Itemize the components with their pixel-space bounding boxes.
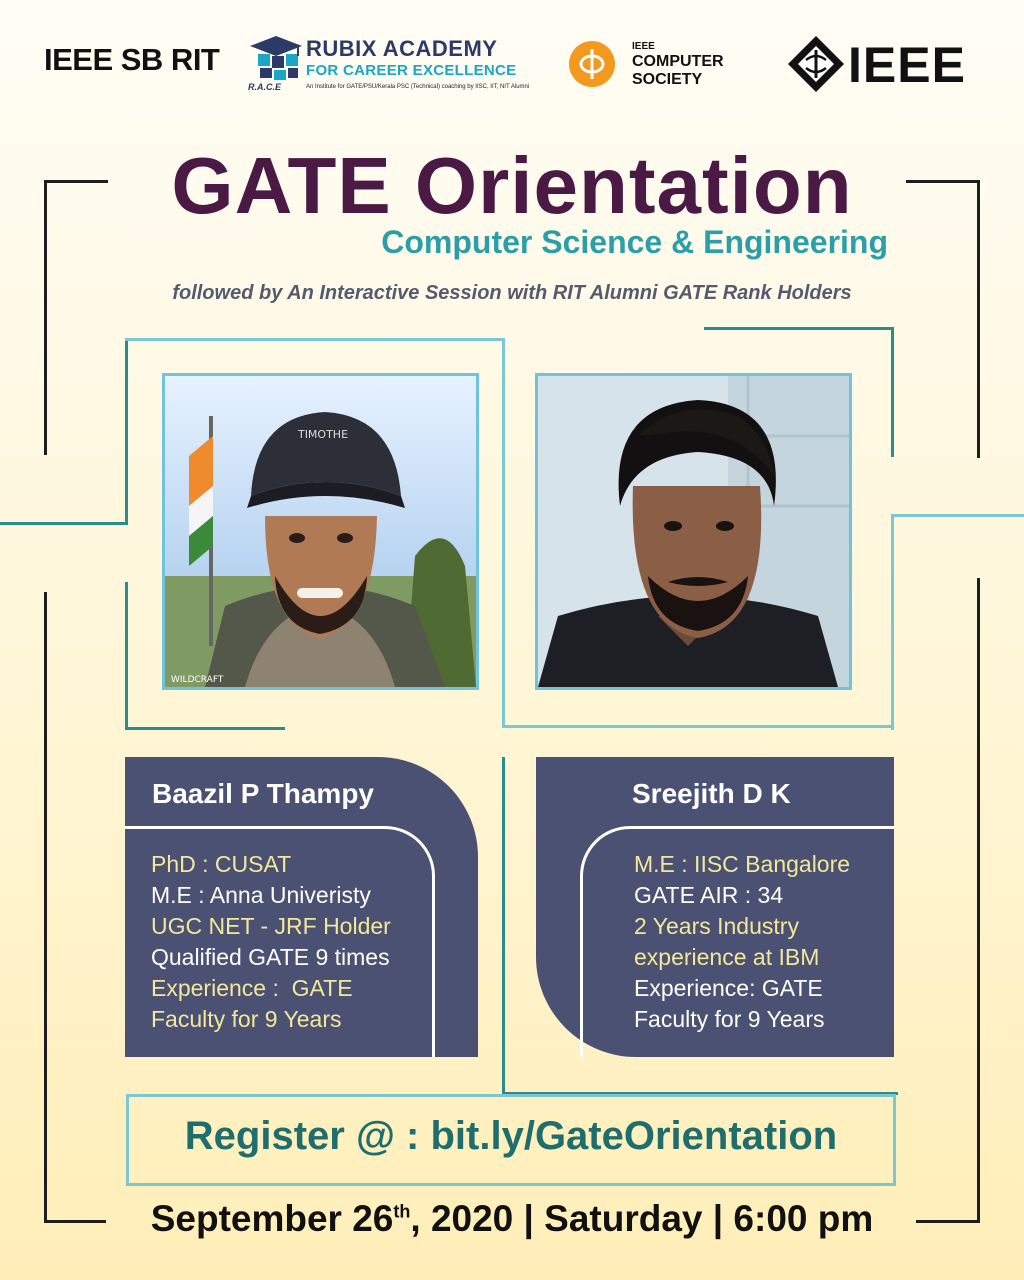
speaker-1-name: Baazil P Thampy — [152, 778, 375, 809]
speaker-2-name: Sreejith D K — [632, 778, 791, 809]
frame-line — [44, 592, 47, 1222]
frame-line — [0, 522, 128, 525]
graduation-cube-icon — [248, 34, 304, 84]
speaker-2-details — [634, 849, 850, 1035]
frame-line — [891, 514, 894, 730]
event-followed-by: followed by An Interactive Session with RIT Alumni GATE Rank Holders — [172, 282, 852, 304]
event-title: GATE Orientation — [171, 141, 853, 230]
speaker-2-detail: experience at IBM — [634, 944, 820, 970]
speaker-1-detail: UGC NET - JRF Holder — [151, 913, 391, 939]
event-date — [0, 1198, 1024, 1240]
ieee-diamond-icon — [786, 34, 846, 94]
rubix-academy-logo — [246, 34, 546, 98]
frame-line — [502, 338, 505, 728]
frame-line — [977, 578, 980, 1223]
jacket-text: WILDCRAFT — [171, 675, 224, 685]
rubix-subtitle: FOR CAREER EXCELLENCE — [306, 62, 517, 79]
frame-line — [906, 180, 980, 183]
speaker-1-detail: PhD : CUSAT — [151, 851, 292, 877]
frame-line — [125, 582, 128, 730]
phi-icon — [566, 38, 622, 94]
frame-line — [891, 327, 894, 457]
frame-line — [44, 180, 47, 455]
speaker-1-detail: Qualified GATE 9 times — [151, 944, 390, 970]
speaker-1-photo — [162, 373, 479, 690]
frame-line — [891, 514, 1024, 517]
speaker-2-detail: 2 Years Industry — [634, 913, 799, 939]
rubix-title: RUBIX ACADEMY — [306, 36, 498, 61]
speaker-1-details — [151, 849, 391, 1035]
speaker-2-detail: GATE AIR : 34 — [634, 882, 784, 908]
event-subtitle: Computer Science & Engineering — [381, 224, 888, 260]
cap-text: TIMOTHE — [297, 428, 349, 441]
ieee-sb-rit-logo: IEEE SB RIT — [44, 42, 220, 77]
frame-line — [977, 180, 980, 458]
register-link[interactable]: Register @ : bit.ly/GateOrientation — [184, 1114, 838, 1158]
ieee-computer-society-logo — [566, 38, 756, 94]
speaker-1-detail: Faculty for 9 Years — [151, 1006, 342, 1032]
rubix-tagline: An Institute for GATE/PSU/Kerala PSC (Technical) coaching by IISC, IIT, NIT Alumni — [306, 84, 530, 90]
frame-line — [704, 327, 894, 330]
ieee-wordmark: IEEE — [848, 37, 966, 93]
frame-line — [502, 725, 894, 728]
date-rest: , 2020 | Saturday | 6:00 pm — [410, 1198, 874, 1239]
frame-line — [125, 338, 505, 341]
speaker-2-photo — [535, 373, 852, 690]
speaker-1-detail: M.E : Anna Univeristy — [151, 882, 371, 908]
frame-line — [125, 338, 128, 525]
date-day: September 26 — [150, 1198, 394, 1239]
race-label: R.A.C.E — [248, 82, 282, 92]
cs-line-1: COMPUTER — [632, 53, 724, 70]
date-suffix: th — [393, 1201, 411, 1222]
cs-name — [632, 53, 724, 89]
speaker-2-detail: Faculty for 9 Years — [634, 1006, 825, 1032]
speaker-2-detail: Experience: GATE — [634, 975, 823, 1001]
cs-line-2: SOCIETY — [632, 71, 703, 88]
speaker-2-detail: M.E : IISC Bangalore — [634, 851, 851, 877]
frame-line — [44, 180, 108, 183]
frame-line — [502, 757, 505, 1095]
ieee-logo — [786, 34, 986, 98]
frame-line — [125, 727, 285, 730]
cs-small-label: IEEE — [632, 41, 655, 52]
speaker-1-detail: Experience : GATE — [151, 975, 353, 1001]
